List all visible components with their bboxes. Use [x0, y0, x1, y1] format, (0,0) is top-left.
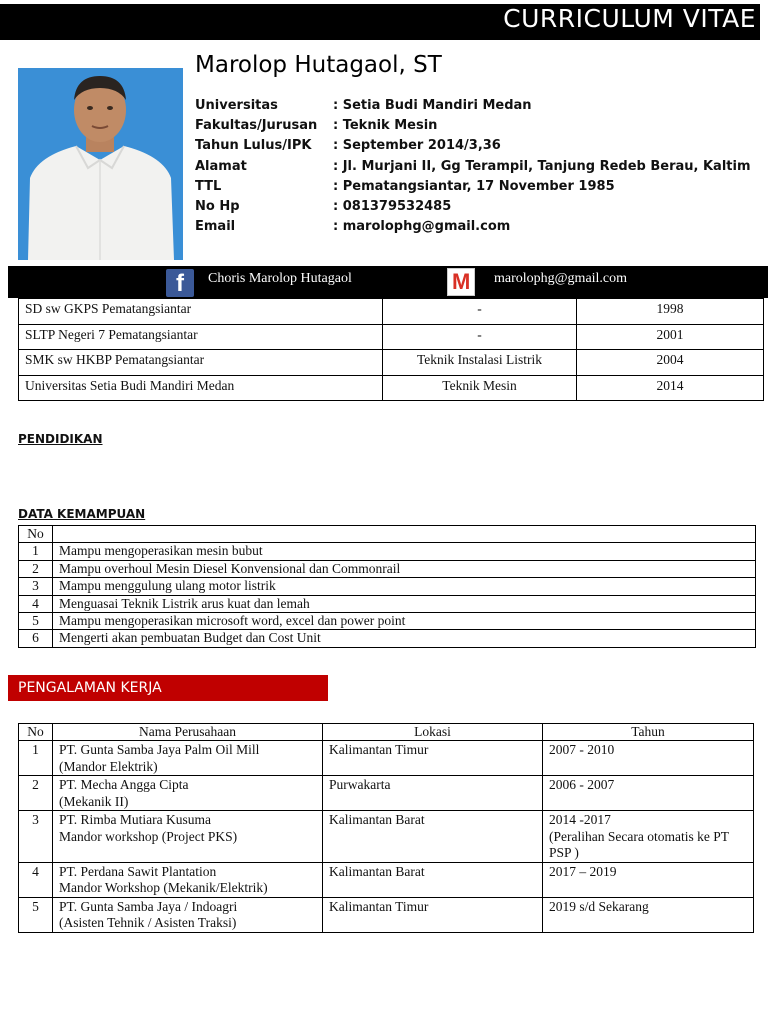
- work-company: PT. Rimba Mutiara Kusuma: [59, 812, 211, 827]
- document-title: CURRICULUM VITAE: [503, 4, 756, 33]
- skill-desc: Mampu overhoul Mesin Diesel Konvensional dan Commonrail: [53, 560, 756, 577]
- info-row-no-hp: [195, 197, 751, 217]
- info-label: TTL: [195, 178, 222, 194]
- table-row: [19, 776, 754, 811]
- work-header-company: Nama Perusahaan: [53, 724, 323, 741]
- section-header-pengalaman: PENGALAMAN KERJA: [8, 675, 328, 701]
- info-row-email: [195, 217, 751, 237]
- work-location: Kalimantan Barat: [323, 862, 543, 897]
- edu-major: -: [383, 299, 577, 325]
- work-company-cell: [53, 897, 323, 932]
- education-table: [18, 298, 764, 401]
- info-label: Universitas: [195, 98, 278, 113]
- info-label: Tahun Lulus/IPK: [195, 138, 312, 154]
- edu-school: SLTP Negeri 7 Pematangsiantar: [19, 324, 383, 350]
- skill-desc: Mampu mengoperasikan mesin bubut: [53, 543, 756, 560]
- info-label: Alamat: [195, 158, 247, 174]
- work-role: (Mekanik II): [59, 793, 129, 809]
- work-company: PT. Gunta Samba Jaya Palm Oil Mill: [59, 742, 260, 757]
- table-row: [19, 324, 764, 350]
- work-year: 2006 - 2007: [549, 777, 615, 792]
- skills-table: [18, 525, 756, 648]
- info-row-alamat: [195, 157, 751, 177]
- info-label: Fakultas/Jurusan: [195, 118, 318, 134]
- table-row: [19, 299, 764, 325]
- work-role: Mandor workshop (Project PKS): [59, 828, 238, 844]
- info-value: : Jl. Murjani II, Gg Terampil, Tanjung Redeb Berau, Kaltim: [333, 158, 751, 174]
- work-company-cell: [53, 776, 323, 811]
- profile-info: [195, 96, 751, 237]
- work-no: 1: [19, 741, 53, 776]
- skill-no: 4: [19, 595, 53, 612]
- skill-desc: Mampu mengoperasikan microsoft word, excel dan power point: [53, 612, 756, 629]
- table-row: [19, 612, 756, 629]
- info-label: Email: [195, 219, 236, 235]
- candidate-name: Marolop Hutagaol, ST: [195, 52, 442, 78]
- table-row: [19, 526, 756, 543]
- skill-desc: Mampu menggulung ulang motor listrik: [53, 578, 756, 595]
- edu-school: SD sw GKPS Pematangsiantar: [19, 299, 383, 325]
- skill-header-no: No: [19, 526, 53, 543]
- work-role: (Mandor Elektrik): [59, 758, 158, 774]
- work-year-cell: [543, 897, 754, 932]
- work-year-cell: [543, 862, 754, 897]
- work-year-note: (Peralihan Secara otomatis ke PT PSP ): [549, 828, 729, 860]
- facebook-name: Choris Marolop Hutagaol: [208, 271, 352, 286]
- section-label-pendidikan: PENDIDIKAN: [18, 432, 103, 446]
- edu-year: 2001: [577, 324, 764, 350]
- skill-desc: Mengerti akan pembuatan Budget dan Cost Unit: [53, 630, 756, 647]
- edu-year: 2014: [577, 375, 764, 401]
- work-header-location: Lokasi: [323, 724, 543, 741]
- info-value: : Setia Budi Mandiri Medan: [333, 98, 532, 113]
- work-location: Kalimantan Timur: [323, 741, 543, 776]
- table-row: [19, 741, 754, 776]
- work-header-no: No: [19, 724, 53, 741]
- profile-photo: [18, 68, 183, 260]
- info-value: : Teknik Mesin: [333, 118, 438, 134]
- work-year: 2007 - 2010: [549, 742, 615, 757]
- info-row-fakultas: [195, 116, 751, 136]
- edu-year: 2004: [577, 350, 764, 376]
- facebook-icon: [166, 269, 194, 297]
- work-location: Kalimantan Timur: [323, 897, 543, 932]
- facebook-glyph: f: [176, 270, 184, 297]
- gmail-icon: [447, 268, 475, 296]
- edu-major: Teknik Instalasi Listrik: [383, 350, 577, 376]
- work-no: 2: [19, 776, 53, 811]
- work-company-cell: [53, 741, 323, 776]
- work-company: PT. Gunta Samba Jaya / Indoagri: [59, 898, 238, 914]
- table-row: [19, 350, 764, 376]
- work-no: 3: [19, 811, 53, 863]
- work-company: PT. Mecha Angga Cipta: [59, 777, 189, 792]
- edu-major: Teknik Mesin: [383, 375, 577, 401]
- edu-school: Universitas Setia Budi Mandiri Medan: [19, 375, 383, 401]
- edu-school: SMK sw HKBP Pematangsiantar: [19, 350, 383, 376]
- work-year: 2014 -2017: [549, 812, 611, 827]
- gmail-glyph: M: [452, 269, 471, 294]
- skill-no: 3: [19, 578, 53, 595]
- skill-header-desc: [53, 526, 756, 543]
- skill-desc: Menguasai Teknik Listrik arus kuat dan lemah: [53, 595, 756, 612]
- table-row: [19, 862, 754, 897]
- work-company-cell: [53, 862, 323, 897]
- table-row: [19, 630, 756, 647]
- work-location: Kalimantan Barat: [323, 811, 543, 863]
- table-row: [19, 543, 756, 560]
- skill-no: 2: [19, 560, 53, 577]
- work-header-year: Tahun: [543, 724, 754, 741]
- work-company: PT. Perdana Sawit Plantation: [59, 863, 217, 879]
- info-label: No Hp: [195, 198, 240, 214]
- work-table: [18, 723, 754, 933]
- table-row: [19, 595, 756, 612]
- table-row: [19, 560, 756, 577]
- table-header-row: [19, 724, 754, 741]
- work-year: 2019 s/d Sekarang: [549, 898, 649, 914]
- work-no: 4: [19, 862, 53, 897]
- table-row: [19, 578, 756, 595]
- gmail-address: marolophg@gmail.com: [494, 271, 628, 286]
- info-row-ttl: [195, 177, 751, 197]
- info-row-universitas: [195, 96, 751, 116]
- info-value: : marolophg@gmail.com: [333, 219, 511, 235]
- edu-major: -: [383, 324, 577, 350]
- table-row: [19, 811, 754, 863]
- skill-no: 1: [19, 543, 53, 560]
- info-value: : September 2014/3,36: [333, 138, 501, 154]
- work-role: Mandor Workshop (Mekanik/Elektrik): [59, 880, 268, 895]
- edu-year: 1998: [577, 299, 764, 325]
- work-year-cell: [543, 741, 754, 776]
- skill-no: 6: [19, 630, 53, 647]
- skill-no: 5: [19, 612, 53, 629]
- work-company-cell: [53, 811, 323, 863]
- info-value: : Pematangsiantar, 17 November 1985: [333, 178, 615, 194]
- work-year: 2017 – 2019: [549, 863, 617, 879]
- social-bar: [8, 266, 768, 298]
- work-no: 5: [19, 897, 53, 932]
- section-label-kemampuan: DATA KEMAMPUAN: [18, 507, 146, 521]
- info-row-tahun-lulus: [195, 136, 751, 156]
- table-row: [19, 897, 754, 932]
- work-role: (Asisten Tehnik / Asisten Traksi): [59, 915, 237, 930]
- work-year-cell: [543, 776, 754, 811]
- work-location: Purwakarta: [323, 776, 543, 811]
- work-year-cell: [543, 811, 754, 863]
- table-row: [19, 375, 764, 401]
- info-value: : 081379532485: [333, 198, 452, 214]
